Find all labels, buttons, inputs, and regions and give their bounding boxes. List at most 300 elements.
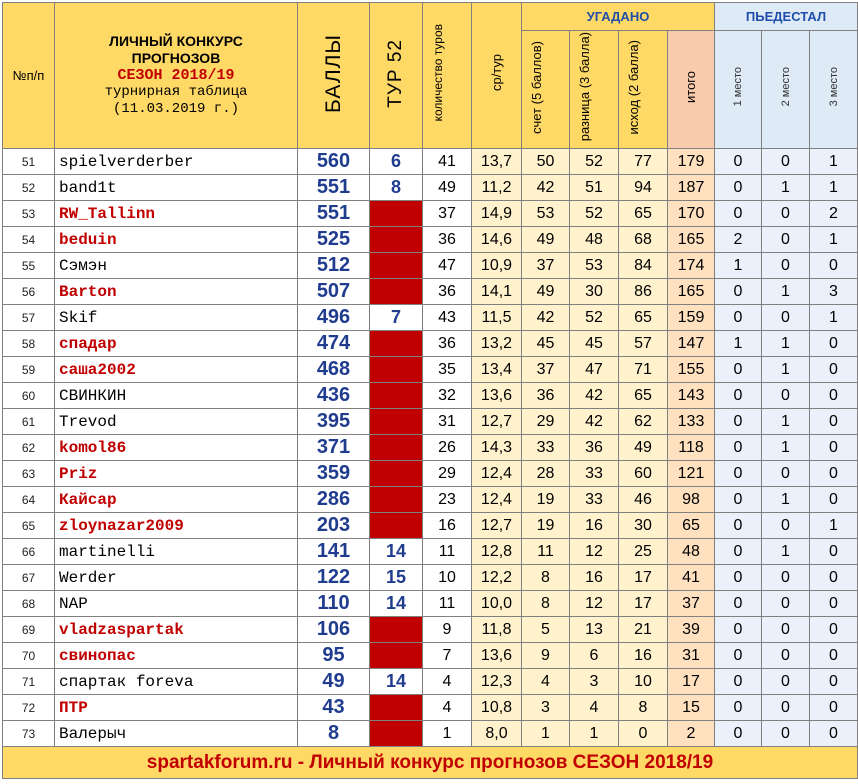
row-number: 73 xyxy=(3,721,55,747)
player-name: vladzaspartak xyxy=(55,617,298,643)
diff-guessed: 13 xyxy=(570,617,619,643)
place3-count: 0 xyxy=(810,435,858,461)
place3-count: 0 xyxy=(810,409,858,435)
place3-header: 3 место xyxy=(810,31,858,149)
player-name: ПТР xyxy=(55,695,298,721)
score-guessed: 33 xyxy=(522,435,570,461)
diff-guessed: 51 xyxy=(570,175,619,201)
score-guessed: 1 xyxy=(522,721,570,747)
total-guessed: 48 xyxy=(668,539,715,565)
table-row xyxy=(3,331,858,357)
place3-count: 1 xyxy=(810,149,858,175)
table-row xyxy=(3,487,858,513)
avg-per-tour: 13,6 xyxy=(472,643,522,669)
avg-per-tour: 12,3 xyxy=(472,669,522,695)
table-row xyxy=(3,409,858,435)
outcome-guessed: 65 xyxy=(619,305,668,331)
total-guessed: 165 xyxy=(668,279,715,305)
outcome-guessed: 57 xyxy=(619,331,668,357)
outcome-guessed: 94 xyxy=(619,175,668,201)
table-row xyxy=(3,383,858,409)
row-number: 57 xyxy=(3,305,55,331)
avg-per-tour: 12,7 xyxy=(472,409,522,435)
place2-count: 0 xyxy=(762,669,810,695)
total-guessed: 98 xyxy=(668,487,715,513)
outcome-guessed: 8 xyxy=(619,695,668,721)
row-number: 60 xyxy=(3,383,55,409)
place1-count: 0 xyxy=(715,305,762,331)
tour-points xyxy=(370,435,423,461)
avg-per-tour: 13,6 xyxy=(472,383,522,409)
place3-count: 1 xyxy=(810,175,858,201)
tours-count: 43 xyxy=(423,305,472,331)
place2-count: 1 xyxy=(762,279,810,305)
total-guessed: 155 xyxy=(668,357,715,383)
tours-count: 41 xyxy=(423,149,472,175)
tour-points xyxy=(370,279,423,305)
points: 468 xyxy=(298,357,370,383)
place2-count: 1 xyxy=(762,357,810,383)
diff-guessed: 47 xyxy=(570,357,619,383)
score-guessed: 29 xyxy=(522,409,570,435)
place3-count: 0 xyxy=(810,565,858,591)
place1-count: 0 xyxy=(715,201,762,227)
points: 395 xyxy=(298,409,370,435)
player-name: beduin xyxy=(55,227,298,253)
player-name: RW_Tallinn xyxy=(55,201,298,227)
total-guessed: 118 xyxy=(668,435,715,461)
outcome-guessed: 17 xyxy=(619,591,668,617)
row-number: 62 xyxy=(3,435,55,461)
place3-count: 2 xyxy=(810,201,858,227)
tours-count: 4 xyxy=(423,695,472,721)
total-guessed: 65 xyxy=(668,513,715,539)
outcome-guessed: 86 xyxy=(619,279,668,305)
tour-points xyxy=(370,643,423,669)
place2-count: 0 xyxy=(762,305,810,331)
outcome-guessed: 30 xyxy=(619,513,668,539)
total-guessed: 17 xyxy=(668,669,715,695)
tours-count: 9 xyxy=(423,617,472,643)
place3-count: 0 xyxy=(810,695,858,721)
diff-guessed: 16 xyxy=(570,513,619,539)
outcome-guessed: 46 xyxy=(619,487,668,513)
place1-count: 0 xyxy=(715,669,762,695)
tours-count: 37 xyxy=(423,201,472,227)
place1-count: 0 xyxy=(715,591,762,617)
tour-points xyxy=(370,227,423,253)
player-name: СВИНКИН xyxy=(55,383,298,409)
place2-count: 0 xyxy=(762,721,810,747)
diff-guessed: 52 xyxy=(570,201,619,227)
avg-per-tour: 13,4 xyxy=(472,357,522,383)
player-name: Barton xyxy=(55,279,298,305)
row-number: 68 xyxy=(3,591,55,617)
diff-guessed: 52 xyxy=(570,149,619,175)
avg-per-tour: 13,2 xyxy=(472,331,522,357)
place3-count: 0 xyxy=(810,461,858,487)
table-row xyxy=(3,227,858,253)
outcome-guessed: 77 xyxy=(619,149,668,175)
table-row xyxy=(3,279,858,305)
outcome-guessed: 10 xyxy=(619,669,668,695)
diff-guessed: 16 xyxy=(570,565,619,591)
score-guessed: 28 xyxy=(522,461,570,487)
tours-count: 29 xyxy=(423,461,472,487)
place1-count: 0 xyxy=(715,487,762,513)
table-title: ЛИЧНЫЙ КОНКУРС ПРОГНОЗОВ СЕЗОН 2018/19 турнирная таблица (11.03.2019 г.) xyxy=(55,3,298,149)
place2-count: 1 xyxy=(762,487,810,513)
total-guessed: 170 xyxy=(668,201,715,227)
outcome-guessed: 60 xyxy=(619,461,668,487)
total-guessed: 39 xyxy=(668,617,715,643)
tour-points xyxy=(370,461,423,487)
score-guessed: 11 xyxy=(522,539,570,565)
player-name: Trevod xyxy=(55,409,298,435)
place1-count: 0 xyxy=(715,539,762,565)
avg-per-tour: 14,6 xyxy=(472,227,522,253)
place3-count: 0 xyxy=(810,643,858,669)
table-row xyxy=(3,461,858,487)
avg-per-tour: 14,9 xyxy=(472,201,522,227)
total-guessed: 133 xyxy=(668,409,715,435)
tours-count: 23 xyxy=(423,487,472,513)
player-name: zloynazar2009 xyxy=(55,513,298,539)
table-row xyxy=(3,175,858,201)
tours-count: 36 xyxy=(423,331,472,357)
row-number: 67 xyxy=(3,565,55,591)
diff-guessed: 3 xyxy=(570,669,619,695)
tours-count: 47 xyxy=(423,253,472,279)
tour-points xyxy=(370,357,423,383)
place2-count: 0 xyxy=(762,643,810,669)
table-row xyxy=(3,435,858,461)
place1-count: 1 xyxy=(715,331,762,357)
place2-count: 0 xyxy=(762,149,810,175)
date-label: (11.03.2019 г.) xyxy=(112,101,240,117)
row-number: 54 xyxy=(3,227,55,253)
player-name: band1t xyxy=(55,175,298,201)
score-guessed: 19 xyxy=(522,513,570,539)
place2-count: 0 xyxy=(762,201,810,227)
row-number: 66 xyxy=(3,539,55,565)
place1-count: 0 xyxy=(715,617,762,643)
player-name: Skif xyxy=(55,305,298,331)
points: 359 xyxy=(298,461,370,487)
table-row xyxy=(3,591,858,617)
tours-count: 11 xyxy=(423,539,472,565)
row-number: 51 xyxy=(3,149,55,175)
podium-group-header: ПЬЕДЕСТАЛ xyxy=(715,3,858,31)
place3-count: 0 xyxy=(810,331,858,357)
outcome-guessed: 17 xyxy=(619,565,668,591)
outcome-guessed: 21 xyxy=(619,617,668,643)
tour-points: 8 xyxy=(370,175,423,201)
score-guessed: 53 xyxy=(522,201,570,227)
total-guessed: 147 xyxy=(668,331,715,357)
outcome-guessed: 16 xyxy=(619,643,668,669)
place1-header: 1 место xyxy=(715,31,762,149)
total-guessed: 159 xyxy=(668,305,715,331)
player-name: Валерыч xyxy=(55,721,298,747)
avg-per-tour: 12,4 xyxy=(472,487,522,513)
place1-count: 0 xyxy=(715,565,762,591)
player-name: NAP xyxy=(55,591,298,617)
total-guessed: 41 xyxy=(668,565,715,591)
tours-count: 49 xyxy=(423,175,472,201)
place1-count: 1 xyxy=(715,253,762,279)
tour-points xyxy=(370,331,423,357)
diff-guessed: 48 xyxy=(570,227,619,253)
avg-per-tour: 14,3 xyxy=(472,435,522,461)
tour-points xyxy=(370,695,423,721)
total-guessed: 165 xyxy=(668,227,715,253)
diff-header: разница (3 балла) xyxy=(570,31,619,149)
diff-guessed: 45 xyxy=(570,331,619,357)
total-guessed: 121 xyxy=(668,461,715,487)
diff-guessed: 42 xyxy=(570,409,619,435)
tour-points: 14 xyxy=(370,591,423,617)
outcome-guessed: 49 xyxy=(619,435,668,461)
score-guessed: 9 xyxy=(522,643,570,669)
diff-guessed: 4 xyxy=(570,695,619,721)
points: 436 xyxy=(298,383,370,409)
score-guessed: 37 xyxy=(522,253,570,279)
avg-per-tour: 10,9 xyxy=(472,253,522,279)
player-name: спартак foreva xyxy=(55,669,298,695)
total-guessed: 187 xyxy=(668,175,715,201)
row-number: 53 xyxy=(3,201,55,227)
diff-guessed: 53 xyxy=(570,253,619,279)
tours-count: 16 xyxy=(423,513,472,539)
points: 106 xyxy=(298,617,370,643)
place1-count: 0 xyxy=(715,461,762,487)
row-number: 58 xyxy=(3,331,55,357)
tours-count: 1 xyxy=(423,721,472,747)
place2-count: 0 xyxy=(762,461,810,487)
score-guessed: 42 xyxy=(522,305,570,331)
diff-guessed: 36 xyxy=(570,435,619,461)
row-number: 64 xyxy=(3,487,55,513)
place2-count: 0 xyxy=(762,695,810,721)
place3-count: 0 xyxy=(810,617,858,643)
guessed-group-header: УГАДАНО xyxy=(522,3,715,31)
outcome-guessed: 25 xyxy=(619,539,668,565)
place3-count: 1 xyxy=(810,513,858,539)
place1-count: 0 xyxy=(715,149,762,175)
points: 122 xyxy=(298,565,370,591)
place1-count: 0 xyxy=(715,279,762,305)
avg-per-tour: 10,8 xyxy=(472,695,522,721)
score-guessed: 49 xyxy=(522,227,570,253)
place3-count: 0 xyxy=(810,383,858,409)
tours-count: 10 xyxy=(423,565,472,591)
table-row xyxy=(3,617,858,643)
tour-points: 6 xyxy=(370,149,423,175)
tour-points xyxy=(370,513,423,539)
avg-per-tour: 12,2 xyxy=(472,565,522,591)
score-guessed: 19 xyxy=(522,487,570,513)
outcome-guessed: 0 xyxy=(619,721,668,747)
place1-count: 0 xyxy=(715,695,762,721)
place3-count: 0 xyxy=(810,253,858,279)
place3-count: 1 xyxy=(810,305,858,331)
points: 551 xyxy=(298,175,370,201)
place2-count: 1 xyxy=(762,409,810,435)
player-name: свинопас xyxy=(55,643,298,669)
place1-count: 0 xyxy=(715,721,762,747)
points: 286 xyxy=(298,487,370,513)
score-header: счет (5 баллов) xyxy=(522,31,570,149)
place2-count: 1 xyxy=(762,175,810,201)
outcome-guessed: 84 xyxy=(619,253,668,279)
points: 512 xyxy=(298,253,370,279)
place3-count: 0 xyxy=(810,669,858,695)
total-guessed: 15 xyxy=(668,695,715,721)
outcome-guessed: 65 xyxy=(619,201,668,227)
row-number: 61 xyxy=(3,409,55,435)
total-guessed: 174 xyxy=(668,253,715,279)
tours-count: 36 xyxy=(423,279,472,305)
tour-points xyxy=(370,721,423,747)
outcome-guessed: 62 xyxy=(619,409,668,435)
table-row xyxy=(3,539,858,565)
player-name: komol86 xyxy=(55,435,298,461)
tour-points xyxy=(370,487,423,513)
total-guessed: 143 xyxy=(668,383,715,409)
tour-points: 14 xyxy=(370,539,423,565)
points: 551 xyxy=(298,201,370,227)
place1-count: 0 xyxy=(715,435,762,461)
diff-guessed: 12 xyxy=(570,591,619,617)
avg-per-tour: 12,4 xyxy=(472,461,522,487)
table-row xyxy=(3,253,858,279)
score-guessed: 37 xyxy=(522,357,570,383)
tours-count: 31 xyxy=(423,409,472,435)
outcome-guessed: 65 xyxy=(619,383,668,409)
points: 141 xyxy=(298,539,370,565)
standings-table xyxy=(2,2,858,779)
avg-per-tour: 13,7 xyxy=(472,149,522,175)
tour-header: ТУР 52 xyxy=(370,3,423,149)
tour-points: 15 xyxy=(370,565,423,591)
place2-count: 0 xyxy=(762,617,810,643)
row-number-header: №п/п xyxy=(3,3,55,149)
outcome-guessed: 68 xyxy=(619,227,668,253)
place3-count: 1 xyxy=(810,227,858,253)
table-row xyxy=(3,565,858,591)
tour-points: 14 xyxy=(370,669,423,695)
avg-per-tour: 12,8 xyxy=(472,539,522,565)
tours-count: 11 xyxy=(423,591,472,617)
footer-banner: spartakforum.ru - Личный конкурс прогнозов СЕЗОН 2018/19 xyxy=(3,747,858,779)
points: 371 xyxy=(298,435,370,461)
row-number: 71 xyxy=(3,669,55,695)
player-name: Priz xyxy=(55,461,298,487)
table-row xyxy=(3,669,858,695)
avg-per-tour: 11,2 xyxy=(472,175,522,201)
tours-count: 26 xyxy=(423,435,472,461)
row-number: 52 xyxy=(3,175,55,201)
points: 496 xyxy=(298,305,370,331)
table-row xyxy=(3,149,858,175)
diff-guessed: 33 xyxy=(570,487,619,513)
tour-points xyxy=(370,201,423,227)
table-row xyxy=(3,643,858,669)
tour-points xyxy=(370,383,423,409)
avg-header: ср/тур xyxy=(472,3,522,149)
place1-count: 0 xyxy=(715,383,762,409)
total-header: итого xyxy=(668,31,715,149)
outcome-header: исход (2 балла) xyxy=(619,31,668,149)
place2-count: 1 xyxy=(762,539,810,565)
points-header: БАЛЛЫ xyxy=(298,3,370,149)
diff-guessed: 30 xyxy=(570,279,619,305)
points: 8 xyxy=(298,721,370,747)
table-row xyxy=(3,201,858,227)
avg-per-tour: 10,0 xyxy=(472,591,522,617)
place1-count: 0 xyxy=(715,357,762,383)
place3-count: 0 xyxy=(810,721,858,747)
place2-count: 1 xyxy=(762,331,810,357)
place2-count: 0 xyxy=(762,227,810,253)
place1-count: 0 xyxy=(715,643,762,669)
tour-points: 7 xyxy=(370,305,423,331)
table-row xyxy=(3,357,858,383)
total-guessed: 37 xyxy=(668,591,715,617)
avg-per-tour: 12,7 xyxy=(472,513,522,539)
table-row xyxy=(3,721,858,747)
score-guessed: 50 xyxy=(522,149,570,175)
diff-guessed: 52 xyxy=(570,305,619,331)
tours-count-header: количество туров xyxy=(423,3,472,149)
player-name: spielverderber xyxy=(55,149,298,175)
points: 525 xyxy=(298,227,370,253)
avg-per-tour: 8,0 xyxy=(472,721,522,747)
total-guessed: 179 xyxy=(668,149,715,175)
season-label: СЕЗОН 2018/19 xyxy=(117,67,235,84)
place3-count: 0 xyxy=(810,357,858,383)
place2-count: 0 xyxy=(762,383,810,409)
row-number: 56 xyxy=(3,279,55,305)
tour-points xyxy=(370,253,423,279)
score-guessed: 49 xyxy=(522,279,570,305)
diff-guessed: 1 xyxy=(570,721,619,747)
points: 43 xyxy=(298,695,370,721)
place3-count: 0 xyxy=(810,591,858,617)
player-name: саша2002 xyxy=(55,357,298,383)
place2-count: 0 xyxy=(762,591,810,617)
score-guessed: 8 xyxy=(522,565,570,591)
total-guessed: 2 xyxy=(668,721,715,747)
points: 560 xyxy=(298,149,370,175)
diff-guessed: 12 xyxy=(570,539,619,565)
tours-count: 7 xyxy=(423,643,472,669)
diff-guessed: 33 xyxy=(570,461,619,487)
row-number: 59 xyxy=(3,357,55,383)
row-number: 63 xyxy=(3,461,55,487)
table-row xyxy=(3,305,858,331)
outcome-guessed: 71 xyxy=(619,357,668,383)
place2-count: 1 xyxy=(762,435,810,461)
place2-count: 0 xyxy=(762,513,810,539)
points: 203 xyxy=(298,513,370,539)
diff-guessed: 42 xyxy=(570,383,619,409)
row-number: 72 xyxy=(3,695,55,721)
place3-count: 0 xyxy=(810,487,858,513)
player-name: Сэмэн xyxy=(55,253,298,279)
place1-count: 0 xyxy=(715,409,762,435)
